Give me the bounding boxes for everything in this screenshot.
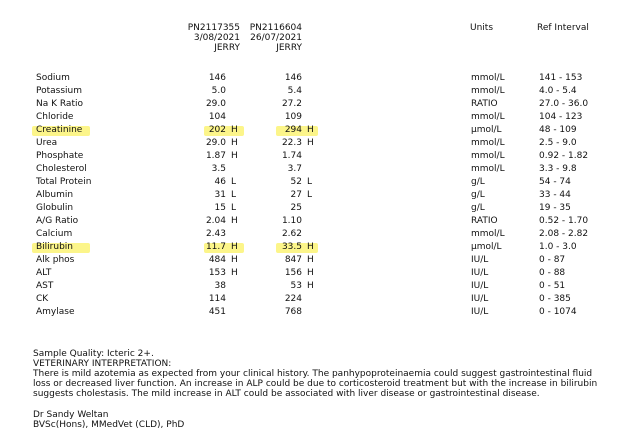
analyte-name: Creatinine [36,125,83,135]
unit: g/L [471,203,485,213]
unit: g/L [471,177,485,187]
signer-credentials: BVSc(Hons), MMedVet (CLD), PhD [33,420,185,430]
result-value-1: 2.04 [205,216,226,226]
table-row [0,150,640,163]
result-value-2: 847 [284,255,302,265]
ref-interval-column-header: Ref Interval [537,23,589,33]
sample-quality: Sample Quality: Icteric 2+. [33,349,154,359]
interpretation-text: There is mild azotemia as expected from your clinical history. The panhypoproteinaemia could suggest gastrointestinal fluid loss or decreased liver function. An increase in ALP could be due to corticosteroid treatment but with the increase in bilirubin suggests cholestasis. The mild increase in ALT could be associated with liver disease or gastrointestinal disease. [33,369,598,399]
result-value-2: 53 [290,281,302,291]
result-flag-1: H [231,216,238,226]
table-row [0,98,640,111]
table-row [0,189,640,202]
ref-interval: 104 - 123 [539,112,583,122]
result-value-1: 146 [208,73,226,83]
ref-interval: 2.5 - 9.0 [539,138,577,148]
result-value-1: 451 [208,307,226,317]
result-flag-2: H [307,138,314,148]
result-value-1: 46 [214,177,226,187]
ref-interval: 4.0 - 5.4 [539,86,577,96]
signer-name: Dr Sandy Weltan [33,410,109,420]
ref-interval: 2.08 - 2.82 [539,229,589,239]
ref-interval: 0 - 51 [539,281,566,291]
table-row [0,137,640,150]
sample-header-1 [160,23,240,53]
table-row [0,280,640,293]
result-value-1: 29.0 [205,138,226,148]
result-value-2: 5.4 [287,86,302,96]
ref-interval: 141 - 153 [539,73,583,83]
unit: μmol/L [471,125,502,135]
analyte-name: Globulin [36,203,74,213]
result-flag-1: H [231,255,238,265]
result-flag-1: H [231,125,238,135]
analyte-name: Calcium [36,229,73,239]
result-flag-2: L [307,190,313,200]
ref-interval: 0.92 - 1.82 [539,151,589,161]
table-row [0,111,640,124]
result-value-1: 104 [208,112,226,122]
result-value-2: 22.3 [281,138,302,148]
analyte-name: Bilirubin [36,242,73,252]
result-value-2: 27.2 [281,99,302,109]
ref-interval: 0 - 385 [539,294,571,304]
result-value-1: 31 [214,190,226,200]
result-value-2: 1.10 [281,216,302,226]
unit: mmol/L [471,164,505,174]
analyte-name: Phosphate [36,151,84,161]
unit: IU/L [471,294,489,304]
result-value-2: 768 [284,307,302,317]
result-value-1: 11.7 [205,242,226,252]
result-flag-2: H [307,255,314,265]
sample-date-1: 3/08/2021 [193,33,240,43]
unit: IU/L [471,268,489,278]
result-value-1: 29.0 [205,99,226,109]
analyte-name: Amylase [36,307,75,317]
ref-interval: 0.52 - 1.70 [539,216,589,226]
ref-interval: 1.0 - 3.0 [539,242,577,252]
unit: μmol/L [471,242,502,252]
result-value-1: 3.5 [211,164,226,174]
analyte-name: Alk phos [36,255,75,265]
result-value-2: 109 [284,112,302,122]
result-value-1: 2.43 [205,229,226,239]
analyte-name: AST [36,281,54,291]
analyte-name: Na K Ratio [36,99,83,109]
result-value-1: 153 [208,268,226,278]
result-flag-1: H [231,138,238,148]
ref-interval: 48 - 109 [539,125,577,135]
ref-interval: 0 - 88 [539,268,566,278]
unit: mmol/L [471,151,505,161]
unit: IU/L [471,255,489,265]
unit: mmol/L [471,86,505,96]
sample-header-2 [230,23,302,53]
table-row [0,85,640,98]
table-row [0,293,640,306]
analyte-name: Albumin [36,190,74,200]
result-flag-1: L [231,203,237,213]
sample-date-2: 26/07/2021 [250,33,302,43]
analyte-name: Urea [36,138,58,148]
analyte-name: Sodium [36,73,70,83]
table-row [0,267,640,280]
analyte-name: CK [36,294,49,304]
ref-interval: 19 - 35 [539,203,571,213]
result-value-2: 1.74 [281,151,302,161]
table-row [0,241,640,254]
analyte-name: Potassium [36,86,83,96]
analyte-name: Cholesterol [36,164,87,174]
unit: mmol/L [471,138,505,148]
result-value-1: 114 [208,294,226,304]
table-row [0,72,640,85]
result-value-1: 5.0 [211,86,226,96]
sample-id-1: PN2117355 [187,23,240,33]
result-value-1: 15 [214,203,226,213]
result-flag-1: H [231,242,238,252]
result-flag-1: H [231,151,238,161]
result-value-1: 38 [214,281,226,291]
ref-interval: 3.3 - 9.8 [539,164,577,174]
analyte-name: Chloride [36,112,74,122]
ref-interval: 54 - 74 [539,177,571,187]
result-value-2: 146 [284,73,302,83]
table-row [0,163,640,176]
result-value-2: 33.5 [281,242,302,252]
result-value-2: 156 [284,268,302,278]
table-row [0,176,640,189]
table-row [0,254,640,267]
table-row [0,228,640,241]
unit: IU/L [471,281,489,291]
result-flag-2: H [307,281,314,291]
result-value-2: 2.62 [281,229,302,239]
ref-interval: 0 - 87 [539,255,566,265]
unit: mmol/L [471,229,505,239]
result-value-2: 224 [284,294,302,304]
analyte-name: ALT [36,268,52,278]
interpretation-title: VETERINARY INTERPRETATION: [33,359,172,369]
result-value-1: 1.87 [205,151,226,161]
unit: RATIO [471,99,498,109]
ref-interval: 27.0 - 36.0 [539,99,589,109]
units-column-header: Units [470,23,494,33]
result-value-1: 202 [208,125,226,135]
unit: mmol/L [471,73,505,83]
table-row [0,202,640,215]
unit: mmol/L [471,112,505,122]
patient-name-1: JERRY [214,43,240,53]
unit: RATIO [471,216,498,226]
analyte-name: A/G Ratio [36,216,79,226]
result-value-1: 484 [208,255,226,265]
result-flag-1: L [231,177,237,187]
result-value-2: 3.7 [287,164,302,174]
result-flag-1: L [231,190,237,200]
result-value-2: 294 [284,125,302,135]
analyte-name: Total Protein [36,177,92,187]
unit: g/L [471,190,485,200]
ref-interval: 0 - 1074 [539,307,577,317]
report-footer [33,349,633,430]
unit: IU/L [471,307,489,317]
result-value-2: 27 [290,190,302,200]
result-flag-2: H [307,125,314,135]
ref-interval: 33 - 44 [539,190,571,200]
table-row [0,124,640,137]
result-flag-2: H [307,242,314,252]
sample-id-2: PN2116604 [249,23,302,33]
patient-name-2: JERRY [276,43,302,53]
result-flag-1: H [231,268,238,278]
result-value-2: 25 [290,203,302,213]
result-value-2: 52 [290,177,302,187]
result-flag-2: H [307,268,314,278]
table-row [0,306,640,319]
table-row [0,215,640,228]
result-flag-2: L [307,177,313,187]
